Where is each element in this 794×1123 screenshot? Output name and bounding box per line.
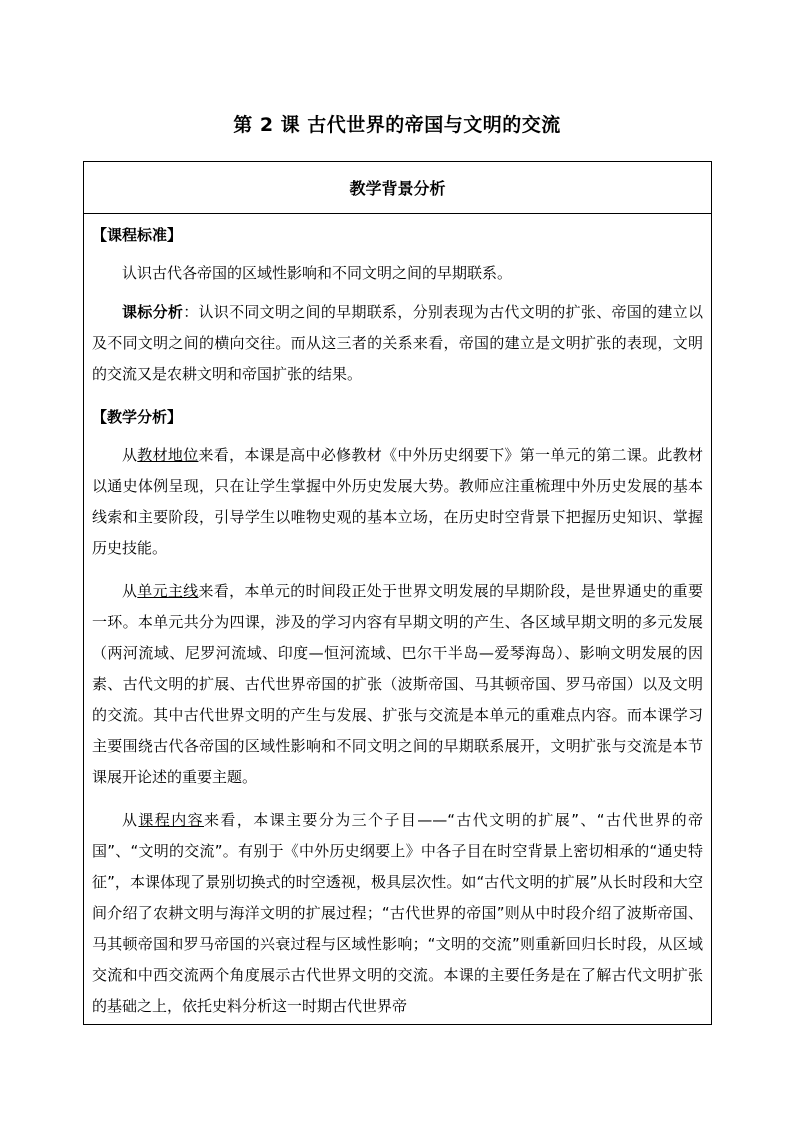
course-standard-text [92,258,703,289]
table-body-cell [84,214,711,1022]
table-header: 教学背景分析 [84,162,711,214]
course-content-keyword: 课程内容 [138,811,205,829]
course-content-text: 来看，本课主要分为三个子目——“古代文明的扩展”、“古代世界的帝国”、“文明的交流”。有别于《中外历史纲要上》中各子目在时空背景上密切相承的“通史特征”，本课体现了景别切换式的时空透视，极具层次性。如“古代文明的扩展”从长时段和大空间介绍了农耕文明与海洋文明的扩展过程；“古代世界的帝国”则从中时段介绍了波斯帝国、马其顿帝国和罗马帝国的兴衰过程与区域性影响；“文明的交流”则重新回归长时段，从区域交流和中西交流两个角度展示古代世界文明的交流。本课的主要任务是在了解古代文明扩张的基础之上，依托史料分析这一时期古代世界帝 [92,811,703,1015]
unit-thread-keyword: 单元主线 [137,582,199,600]
page-title: 第 2 课 古代世界的帝国与文明的交流 [233,114,561,136]
textbook-position-keyword: 教材地位 [137,446,199,464]
unit-thread-paragraph [92,576,703,793]
course-content-paragraph [92,805,703,1022]
unit-thread-text: 来看，本单元的时间段正处于世界文明发展的早期阶段，是世界通史的重要一环。本单元共分为四课，涉及的学习内容有早期文明的产生、各区域早期文明的多元发展（两河流域、尼罗河流域、印度—恒河流域、巴尔干半岛—爱琴海岛）、影响文明发展的因素、古代文明的扩展、古代世界帝国的扩张（波斯帝国、马其顿帝国、罗马帝国）以及文明的交流。其中古代世界文明的产生与发展、扩张与交流是本单元的重难点内容。而本课学习主要围绕古代各帝国的区域性影响和不同文明之间的早期联系展开，文明扩张与交流是本节课展开论述的重要主题。 [92,582,703,786]
teaching-background-table [83,161,712,1025]
course-content-prefix: 从 [122,811,139,829]
textbook-position-text: 来看，本课是高中必修教材《中外历史纲要下》第一单元的第二课。此教材以通史体例呈现，只在让学生掌握中外历史发展大势。教师应注重梳理中外历史发展的基本线索和主要阶段，引导学生以唯物史观的基本立场，在历史时空背景下把握历史知识、掌握历史技能。 [92,446,703,557]
unit-thread-prefix: 从 [122,582,138,600]
standard-analysis-label: 课标分析 [122,303,184,321]
teaching-analysis-heading: 【教学分析】 [92,408,183,426]
standard-analysis-paragraph [92,297,703,390]
textbook-position-prefix: 从 [122,446,138,464]
standard-statement: 认识古代各帝国的区域性影响和不同文明之间的早期联系。 [122,264,513,282]
standard-analysis-text: ：认识不同文明之间的早期联系，分别表现为古代文明的扩张、帝国的建立以及不同文明之间的横向交往。而从这三者的关系来看，帝国的建立是文明扩张的表现，文明的交流又是农耕文明和帝国扩张的结果。 [92,303,703,383]
course-standard-heading: 【课程标准】 [92,226,183,244]
textbook-position-paragraph [92,440,703,564]
